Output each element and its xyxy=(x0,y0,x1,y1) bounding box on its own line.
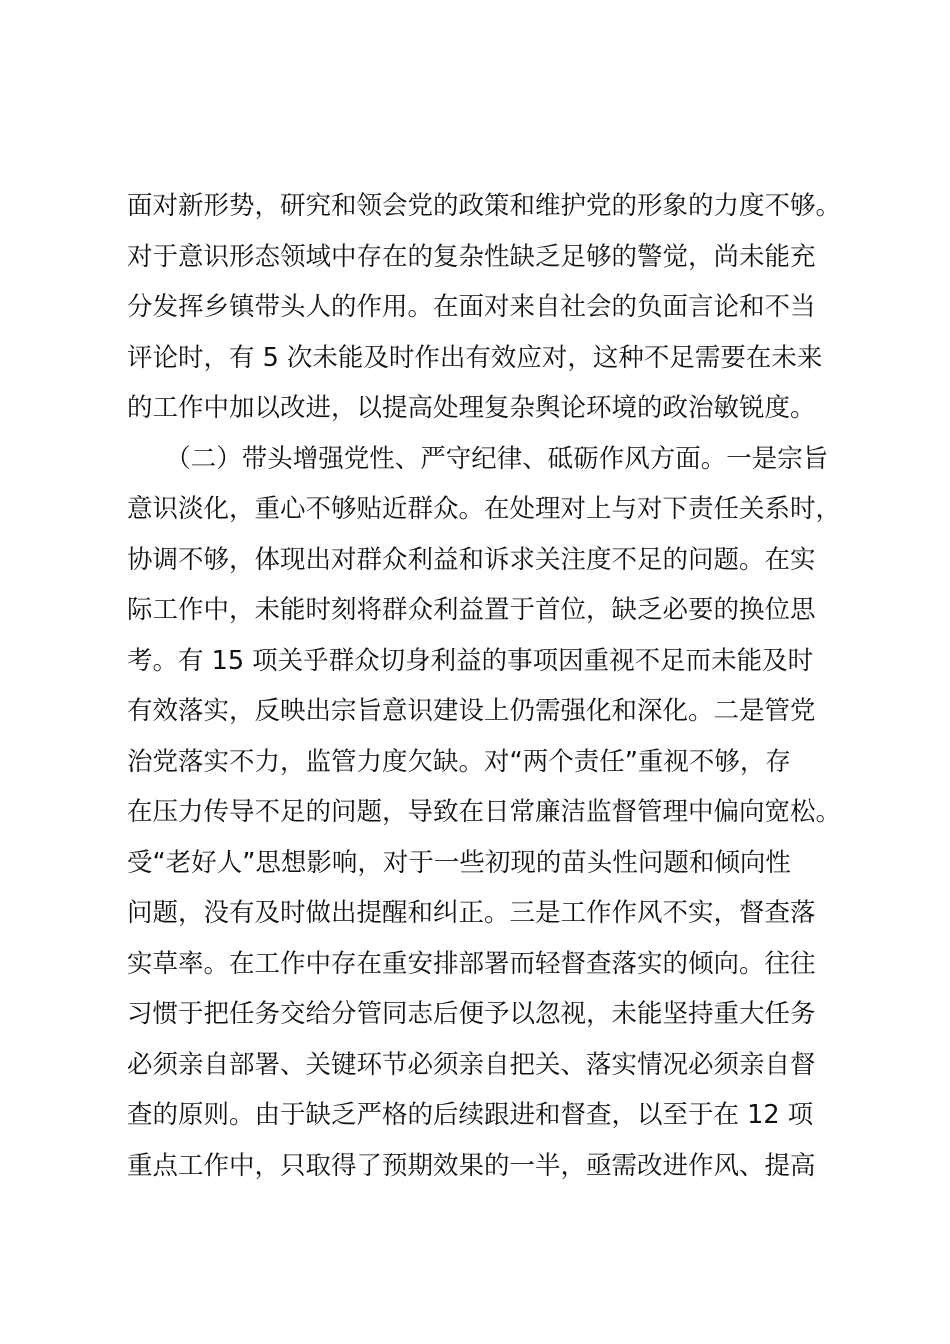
text-line: 在压力传导不足的问题，导致在日常廉洁监督管理中偏向宽松。 xyxy=(127,797,842,827)
section-heading-line: （二）带头增强党性、严守纪律、砥砺作风方面。一是宗旨 xyxy=(127,443,829,474)
text-line: 对于意识形态领域中存在的复杂性缺乏足够的警觉，尚未能充 xyxy=(127,241,816,272)
text-line: 评论时，有 5 次未能及时作出有效应对，这种不足需要在未来 xyxy=(127,342,823,373)
text-line: 实草率。在工作中存在重安排部署而轻督查落实的倾向。往往 xyxy=(127,948,816,979)
text-line: 查的原则。由于缺乏严格的后续跟进和督查，以至于在 12 项 xyxy=(127,1100,814,1130)
text-line: 必须亲自部署、关键环节必须亲自把关、落实情况必须亲自督 xyxy=(127,1049,816,1080)
text-line: 习惯于把任务交给分管同志后便予以忽视，未能坚持重大任务 xyxy=(127,999,816,1029)
text-line: 有效落实，反映出宗旨意识建设上仍需强化和深化。二是管党 xyxy=(127,696,816,726)
text-line: 际工作中，未能时刻将群众利益置于首位，缺乏必要的换位思 xyxy=(127,595,816,625)
text-line: 面对新形势，研究和领会党的政策和维护党的形象的力度不够。 xyxy=(127,191,842,221)
text-line: 的工作中加以改进，以提高处理复杂舆论环境的政治敏锐度。 xyxy=(127,393,816,423)
text-line: 问题，没有及时做出提醒和纠正。三是工作作风不实，督查落 xyxy=(127,898,816,928)
text-line: 重点工作中，只取得了预期效果的一半，亟需改进作风、提高 xyxy=(127,1150,816,1181)
body-text xyxy=(127,181,847,1191)
text-line: 协调不够，体现出对群众利益和诉求关注度不足的问题。在实 xyxy=(127,544,816,575)
text-line: 考。有 15 项关乎群众切身利益的事项因重视不足而未能及时 xyxy=(127,645,814,676)
text-line: 分发挥乡镇带头人的作用。在面对来自社会的负面言论和不当 xyxy=(127,292,816,322)
text-line: 治党落实不力，监管力度欠缺。对“两个责任”重视不够，存 xyxy=(127,746,791,777)
text-line: 受“老好人”思想影响，对于一些初现的苗头性问题和倾向性 xyxy=(127,847,791,878)
text-line: 意识淡化，重心不够贴近群众。在处理对上与对下责任关系时， xyxy=(127,494,842,524)
